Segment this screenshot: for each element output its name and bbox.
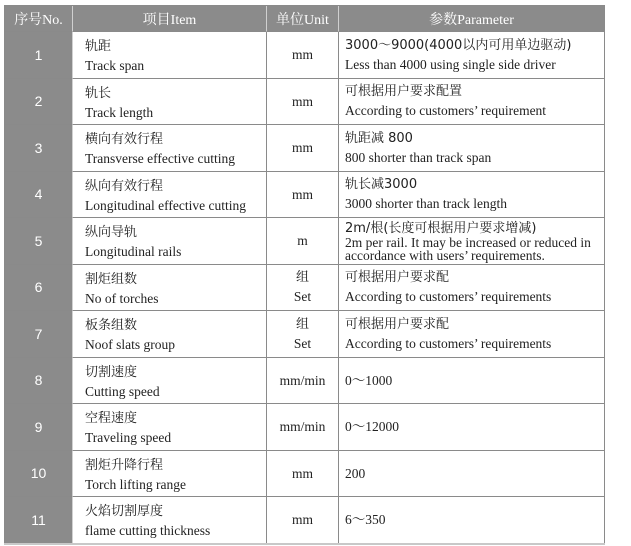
table-row <box>5 265 605 312</box>
table-row <box>5 311 605 358</box>
table-row <box>5 358 605 405</box>
item-cell <box>73 358 267 405</box>
item-name-zh: 横向有效行程 <box>85 132 164 147</box>
unit-cell <box>267 32 339 79</box>
unit-cell <box>267 358 339 405</box>
unit-value-en: Set <box>293 289 312 305</box>
parameter-zh: 轨长减3000 <box>345 177 418 193</box>
unit-value-en: Set <box>293 335 312 351</box>
item-name-en: Torch lifting range <box>85 476 187 492</box>
unit-value: mm <box>291 512 313 528</box>
parameter-cell <box>339 172 605 219</box>
item-cell <box>73 172 267 219</box>
unit-value: mm <box>291 186 313 202</box>
table-row <box>5 79 605 126</box>
table-row <box>5 218 605 265</box>
unit-value: mm <box>291 93 313 109</box>
item-cell <box>73 497 267 544</box>
parameter-cell <box>339 497 605 544</box>
unit-cell <box>267 125 339 172</box>
parameter-zh: 可根据用户要求配置 <box>345 84 463 100</box>
unit-cell <box>267 404 339 451</box>
parameter-value: 200 <box>345 465 366 481</box>
item-name-zh: 纵向导轨 <box>85 225 138 240</box>
parameter-cell <box>339 358 605 405</box>
unit-value: mm <box>291 140 313 156</box>
item-name-en: Noof slats group <box>85 337 175 352</box>
item-cell <box>73 218 267 265</box>
parameter-zh: 3000～9000(4000以内可用单边驱动) <box>345 37 572 53</box>
unit-cell <box>267 218 339 265</box>
unit-cell <box>267 172 339 219</box>
parameter-en: Less than 4000 using single side driver <box>345 56 556 72</box>
parameter-cell <box>339 79 605 126</box>
table-header <box>5 6 605 32</box>
header-no: 序号No. <box>5 6 73 32</box>
parameter-cell <box>339 311 605 358</box>
unit-value: mm/min <box>279 372 326 388</box>
row-number: 2 <box>5 79 73 126</box>
header-item: 项目Item <box>73 6 267 32</box>
item-name-zh: 割炬组数 <box>85 271 138 287</box>
parameter-zh: 可根据用户要求配 <box>345 316 450 332</box>
row-number: 8 <box>5 358 73 405</box>
item-name-en: No of torches <box>85 290 159 306</box>
table-row <box>5 451 605 498</box>
header-parameter: 参数Parameter <box>339 6 605 32</box>
item-name-en: Cutting speed <box>85 383 160 399</box>
item-name-zh: 轨距 <box>85 39 112 54</box>
unit-cell <box>267 451 339 498</box>
parameter-zh: 2m/根(长度可根据用户要求增减) <box>345 221 537 236</box>
unit-cell <box>267 265 339 312</box>
row-number: 1 <box>5 32 73 79</box>
parameter-cell <box>339 32 605 79</box>
row-number: 4 <box>5 172 73 219</box>
item-name-zh: 切割速度 <box>85 364 138 380</box>
unit-cell <box>267 497 339 544</box>
parameter-cell <box>339 265 605 312</box>
unit-cell <box>267 79 339 126</box>
unit-value: mm <box>291 465 313 481</box>
unit-value: m <box>297 233 308 249</box>
parameter-en: According to customers’ requirements <box>345 289 552 305</box>
item-name-en: Transverse effective cutting <box>85 151 235 166</box>
item-name-en: Track length <box>85 104 154 120</box>
parameter-zh: 可根据用户要求配 <box>345 270 450 286</box>
item-name-zh: 轨长 <box>85 85 112 101</box>
item-cell <box>73 311 267 358</box>
item-name-zh: 割炬升降行程 <box>85 457 164 473</box>
row-number: 10 <box>5 451 73 498</box>
unit-cell <box>267 311 339 358</box>
parameter-en: 2m per rail. It may be increased or reduced in accordance with users’ requirements. <box>345 235 591 263</box>
row-number: 3 <box>5 125 73 172</box>
item-name-en: Longitudinal effective cutting <box>85 197 246 213</box>
item-name-zh: 板条组数 <box>85 318 138 333</box>
parameter-en: According to customers’ requirements <box>345 335 552 351</box>
parameter-cell <box>339 125 605 172</box>
table-row <box>5 125 605 172</box>
item-cell <box>73 79 267 126</box>
item-name-en: Traveling speed <box>85 430 172 445</box>
row-number: 11 <box>5 497 73 544</box>
bottom-divider <box>4 543 605 545</box>
parameter-en: 800 shorter than track span <box>345 149 492 165</box>
parameter-cell <box>339 404 605 451</box>
parameter-zh: 轨距减 800 <box>345 130 413 146</box>
table-row <box>5 172 605 219</box>
parameter-value: 0～1000 <box>345 372 393 388</box>
item-name-en: Longitudinal rails <box>85 244 182 259</box>
row-number: 5 <box>5 218 73 265</box>
parameter-value: 0～12000 <box>345 419 399 435</box>
parameter-cell <box>339 218 605 265</box>
item-name-en: Track span <box>85 58 145 73</box>
parameter-value: 6～350 <box>345 512 386 528</box>
table-row <box>5 497 605 544</box>
item-cell <box>73 265 267 312</box>
unit-value-zh: 组 <box>295 270 309 286</box>
item-cell <box>73 125 267 172</box>
item-cell <box>73 32 267 79</box>
row-number: 9 <box>5 404 73 451</box>
row-number: 6 <box>5 265 73 312</box>
parameter-en: According to customers’ requirement <box>345 103 547 119</box>
item-name-zh: 空程速度 <box>85 411 138 426</box>
row-number: 7 <box>5 311 73 358</box>
item-cell <box>73 451 267 498</box>
item-cell <box>73 404 267 451</box>
item-name-en: flame cutting thickness <box>85 523 211 538</box>
parameter-en: 3000 shorter than track length <box>345 196 507 212</box>
header-unit: 单位Unit <box>267 6 339 32</box>
table-row <box>5 404 605 451</box>
item-name-zh: 火焰切割厚度 <box>85 504 164 519</box>
unit-value: mm <box>291 47 313 63</box>
unit-value-zh: 组 <box>295 316 309 332</box>
parameter-cell <box>339 451 605 498</box>
item-name-zh: 纵向有效行程 <box>85 178 164 194</box>
spec-table <box>4 5 605 544</box>
table-row <box>5 32 605 79</box>
unit-value: mm/min <box>279 419 326 435</box>
